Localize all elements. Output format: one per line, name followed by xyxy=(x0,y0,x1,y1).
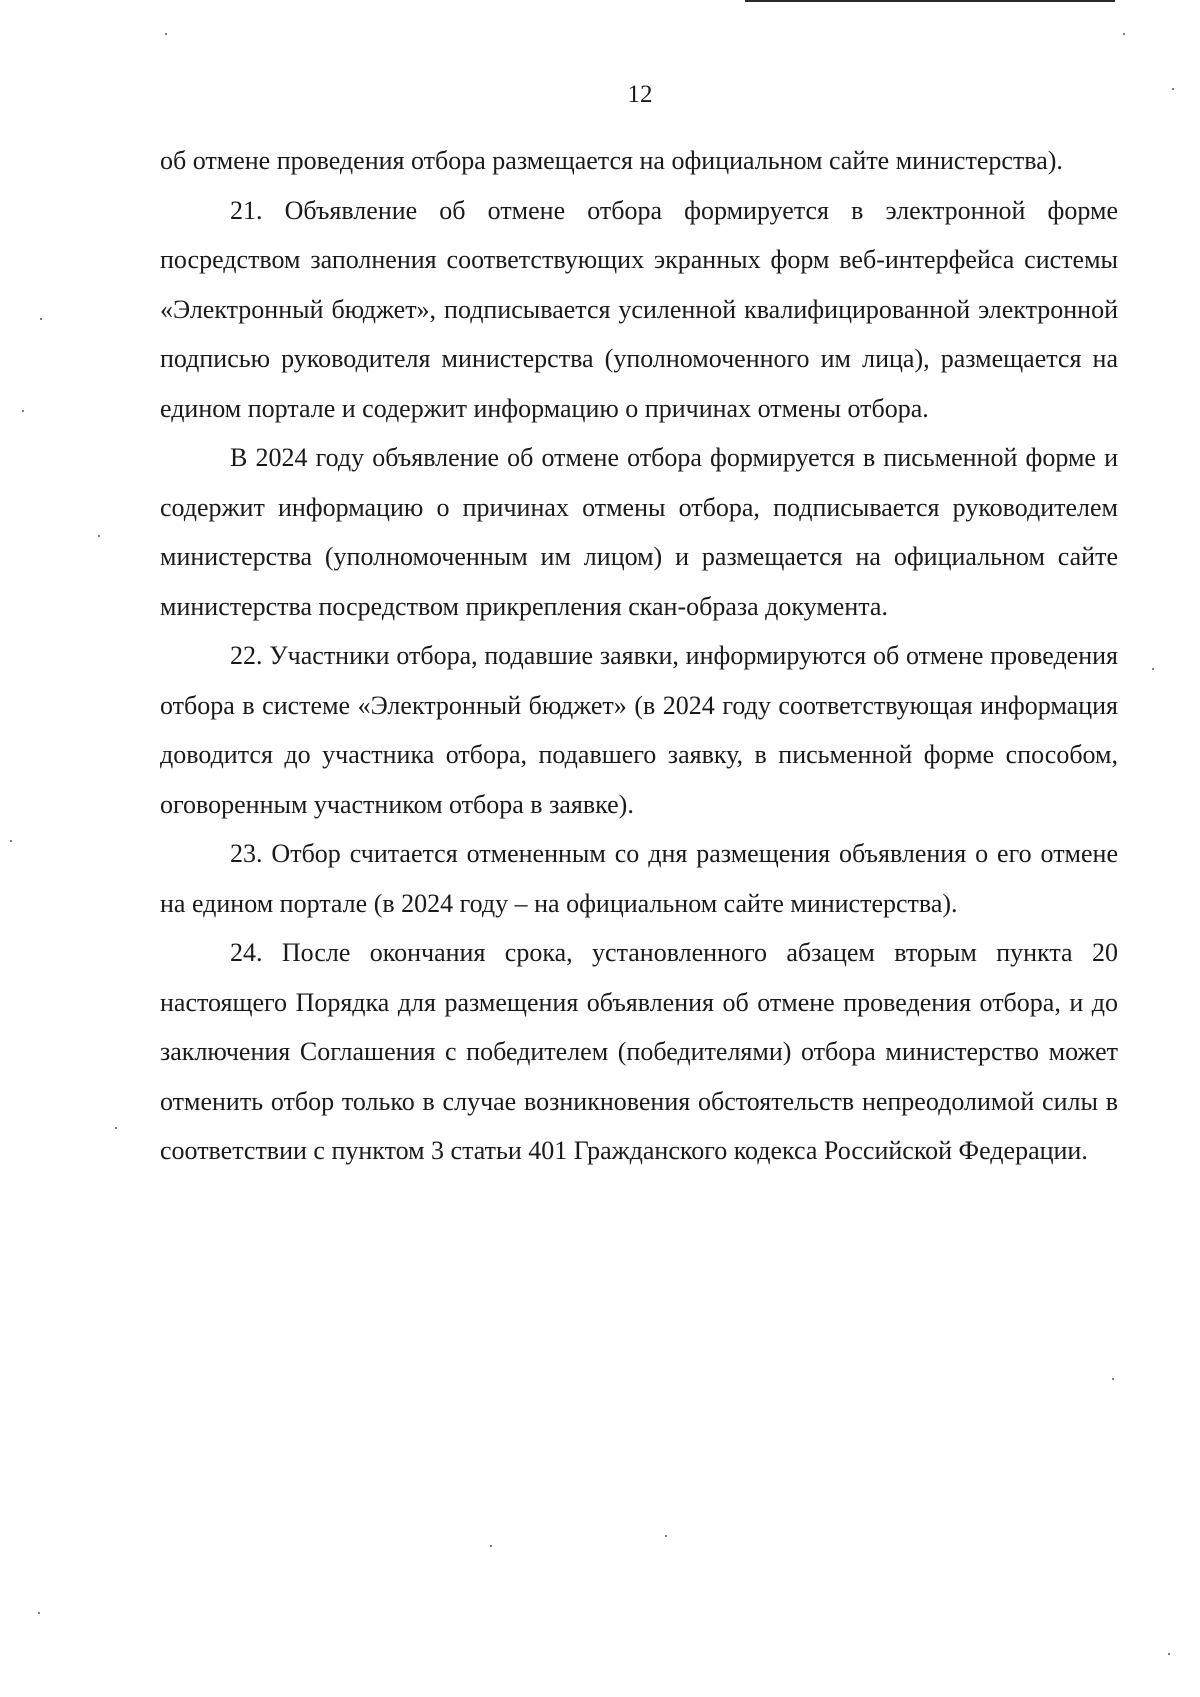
paragraph-22: 22. Участники отбора, подавшие заявки, информируются об отмене проведения отбора в системе «Электронный бюджет» (в 2024 году соответствующая информация доводится до участника отбора, подавшего заявку, в письменной форме способом, оговоренным участником отбора в заявке). xyxy=(160,641,1118,819)
page-number: 12 xyxy=(627,81,653,108)
scan-speck xyxy=(1123,33,1125,35)
scan-speck xyxy=(1112,1378,1114,1380)
paragraph-21-2024: В 2024 году объявление об отмене отбора формируется в письменной форме и содержит информацию о причинах отмены отбора, подписывается руководителем министерства (уполномоченным им лицом) и размещается на официальном сайте министерства посредством прикрепления скан-образа документа. xyxy=(160,443,1118,621)
scan-speck xyxy=(38,1612,40,1614)
scan-speck xyxy=(115,1127,117,1129)
scan-speck xyxy=(40,318,42,320)
scan-speck xyxy=(10,840,12,842)
scan-speck xyxy=(22,410,24,412)
paragraph-23: 23. Отбор считается отмененным со дня размещения объявления о его отмене на едином портале (в 2024 году – на официальном сайте министерства). xyxy=(160,839,1118,918)
scan-speck xyxy=(165,33,167,35)
scan-speck xyxy=(665,1535,667,1537)
top-border-line xyxy=(745,0,1115,2)
scan-speck xyxy=(490,1545,492,1547)
paragraph-21: 21. Объявление об отмене отбора формируется в электронной форме посредством заполнения соответствующих экранных форм веб-интерфейса системы «Электронный бюджет», подписывается усиленной квалифицированной электронной подписью руководителя министерства (уполномоченного им лица), размещается на едином портале и содержит информацию о причинах отмены отбора. xyxy=(160,195,1118,423)
paragraph-24: 24. После окончания срока, установленного абзацем вторым пункта 20 настоящего Порядка для размещения объявления об отмене проведения отбора, и до заключения Соглашения с победителем (победителями) отбора министерство может отменить отбор только в случае возникновения обстоятельств непреодолимой силы в соответствии с пунктом 3 статьи 401 Гражданского кодекса Российской Федерации. xyxy=(160,938,1118,1165)
scan-speck xyxy=(1172,88,1174,90)
document-body xyxy=(160,136,1118,1176)
scan-speck xyxy=(98,535,100,537)
scan-speck xyxy=(1152,668,1154,670)
paragraph-continuation: об отмене проведения отбора размещается на официальном сайте министерства). xyxy=(160,146,1063,175)
scan-speck xyxy=(1168,1653,1170,1655)
